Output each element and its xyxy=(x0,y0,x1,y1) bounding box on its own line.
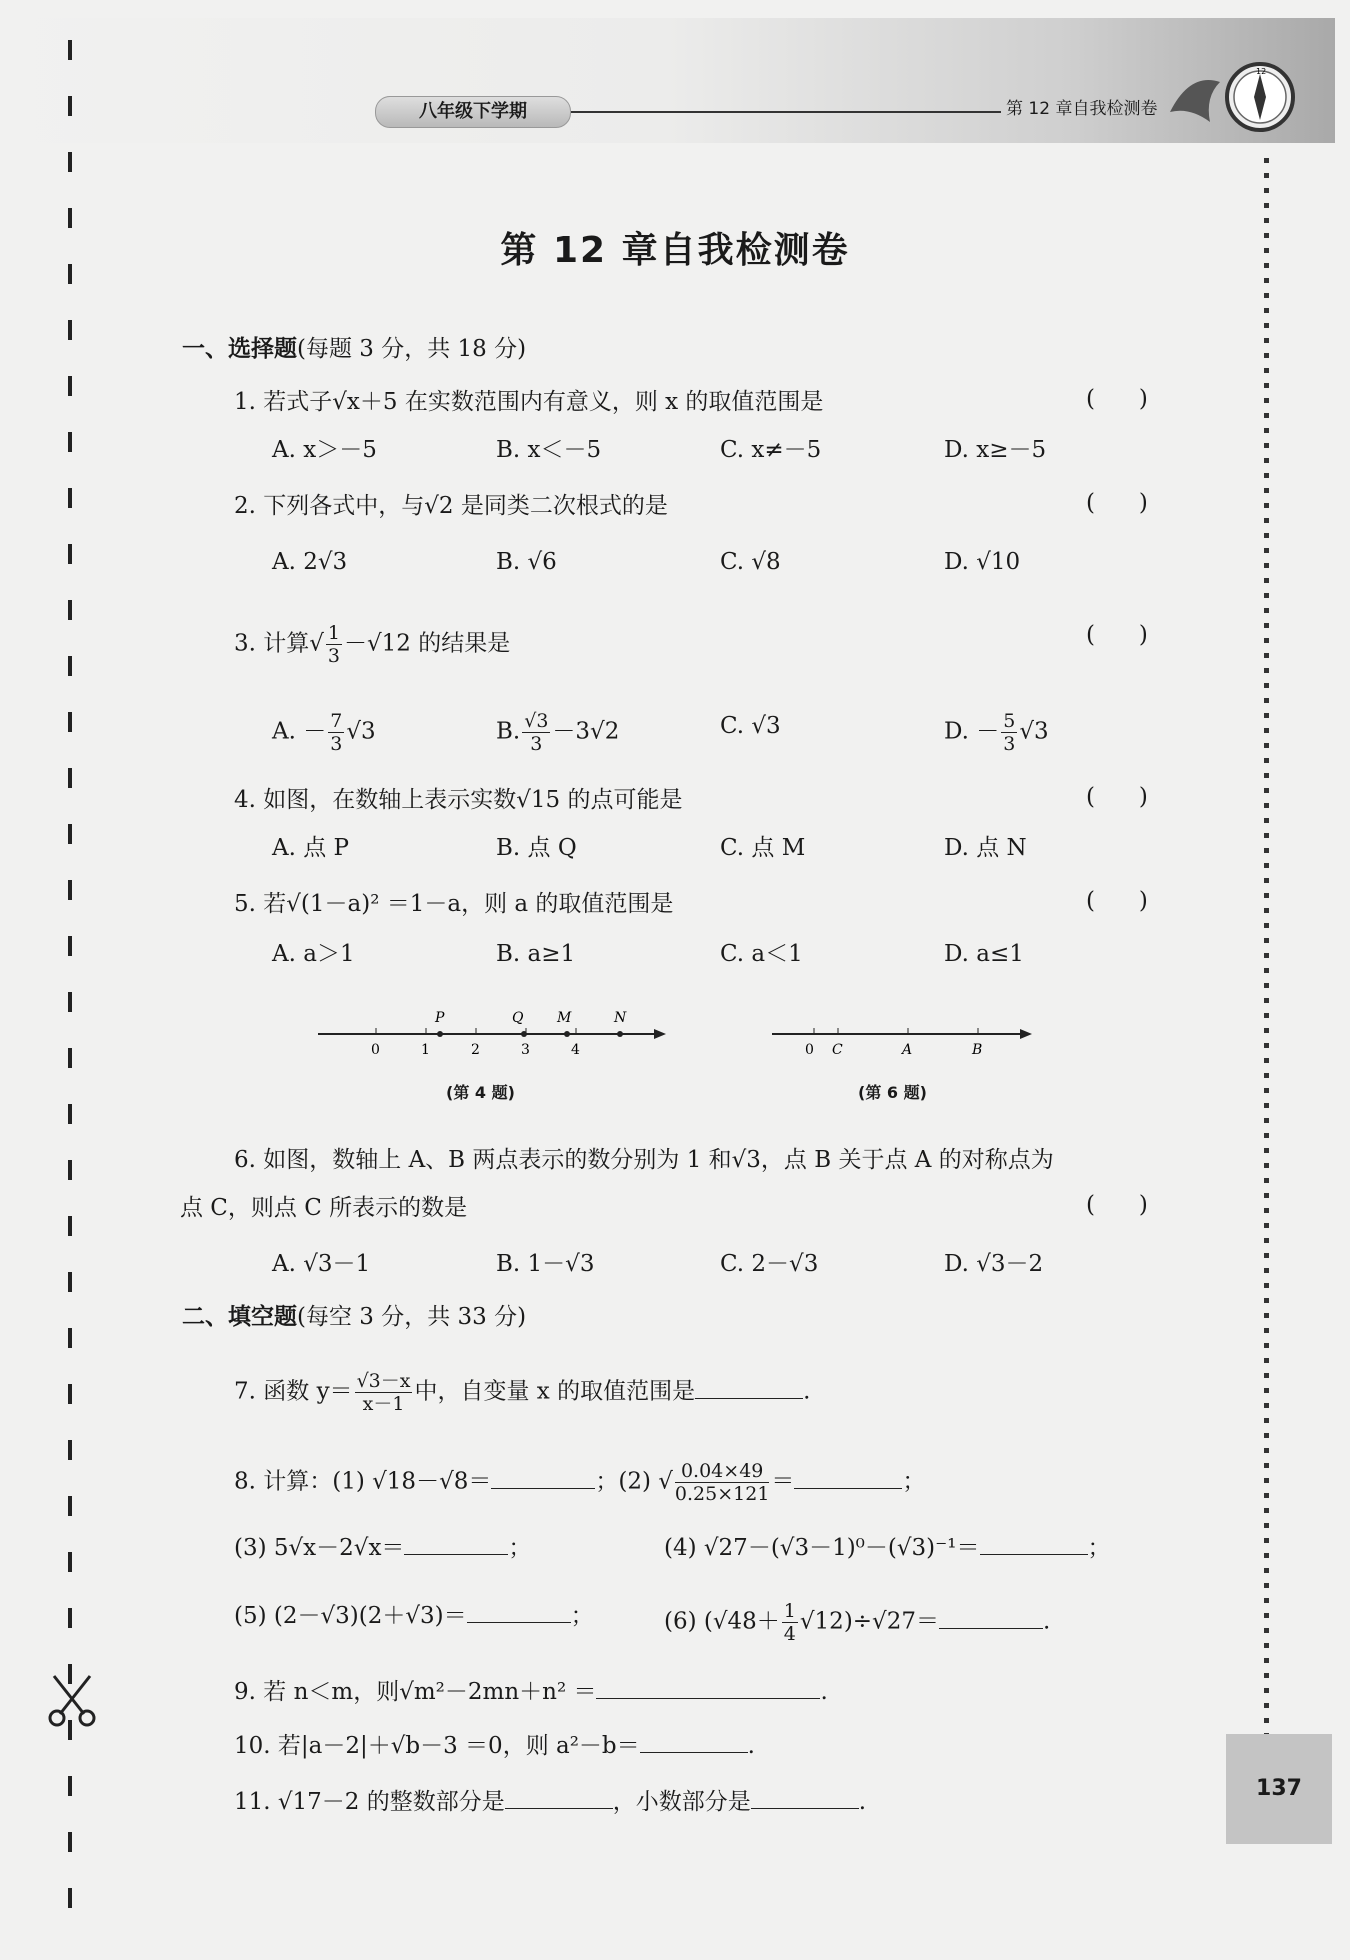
q8-part5-text: (5) (2－√3)(2＋√3)＝ xyxy=(234,1603,467,1629)
q8-part5-end: ； xyxy=(570,1603,594,1629)
grade-label: 八年级下学期 xyxy=(375,96,571,128)
section-2-note: (每空 3 分，共 33 分) xyxy=(297,1304,527,1330)
q7-stem xyxy=(234,1370,810,1415)
q3-opt-d-num: 5 xyxy=(1003,710,1016,732)
q7-end: . xyxy=(803,1378,811,1405)
q8-frac-num: 0.04×49 xyxy=(675,1460,770,1483)
q6-answer-paren: ( ) xyxy=(1086,1192,1148,1218)
chapter-label: 第 12 章自我检测卷 xyxy=(1006,99,1158,119)
q3-opt-b-pre: B. xyxy=(496,718,521,745)
section-1-note: (每题 3 分，共 18 分) xyxy=(297,336,527,362)
q8-part5-blank[interactable] xyxy=(467,1600,571,1623)
q8-part4 xyxy=(664,1532,1111,1564)
compass-runner-logo xyxy=(1160,52,1310,142)
q3-opt-a-num: 7 xyxy=(330,710,343,732)
q9-end: . xyxy=(820,1679,828,1705)
q3-stem-pre: 3. 计算 xyxy=(234,630,310,657)
q3-option-c: C. √3 xyxy=(720,713,781,739)
q8-part6-blank[interactable] xyxy=(939,1606,1043,1629)
fig4-point-q: Q xyxy=(512,1010,524,1026)
q8-part1: 8. 计算：(1) √18－√8＝ xyxy=(234,1468,492,1495)
q8-part6-post: √12)÷√27＝ xyxy=(799,1608,939,1635)
q6-option-d: D. √3－2 xyxy=(944,1251,1044,1277)
q3-option-b xyxy=(496,710,619,755)
q8-part6-num: 1 xyxy=(783,1600,796,1622)
q9-text: 9. 若 n＜m，则√m²－2mn＋n² ＝ xyxy=(234,1679,597,1705)
q6-option-c: C. 2－√3 xyxy=(720,1251,819,1277)
q8-part5 xyxy=(234,1600,594,1632)
q2-option-d: D. √10 xyxy=(944,549,1021,575)
q3-opt-a-pre: A. － xyxy=(272,718,327,745)
q8-part4-blank[interactable] xyxy=(980,1532,1088,1555)
q1-stem: 1. 若式子√x＋5 在实数范围内有意义，则 x 的取值范围是 xyxy=(234,389,824,415)
q5-option-c: C. a＜1 xyxy=(720,941,803,967)
figure-4-number-line xyxy=(316,1002,668,1064)
q3-frac-num: 1 xyxy=(327,622,341,644)
q1-option-a: A. x＞－5 xyxy=(272,437,377,463)
q11-decimal-blank[interactable] xyxy=(751,1786,859,1809)
q3-answer-paren: ( ) xyxy=(1086,622,1148,648)
q11-stem xyxy=(234,1786,866,1818)
figure-6-number-line xyxy=(770,1002,1034,1064)
q7-post: 中，自变量 x 的取值范围是 xyxy=(414,1378,696,1405)
q5-stem: 5. 若√(1－a)² ＝1－a，则 a 的取值范围是 xyxy=(234,891,674,917)
q8-part6-end: . xyxy=(1042,1608,1051,1635)
q8-part2-eq: ＝ xyxy=(771,1468,795,1495)
fig4-tick-1: 1 xyxy=(421,1042,430,1058)
q6-stem-line1: 6. 如图，数轴上 A、B 两点表示的数分别为 1 和√3，点 B 关于点 A 的对称点为 xyxy=(234,1147,1054,1173)
dotted-margin-line xyxy=(1264,158,1269,1738)
q8-line1-end: ； xyxy=(902,1468,926,1495)
q11-end: . xyxy=(858,1789,867,1815)
q7-frac-num: √3－x xyxy=(356,1370,411,1392)
section-1-title: 一、选择题 xyxy=(182,336,297,362)
q8-part2-fraction xyxy=(675,1460,770,1505)
svg-text:12: 12 xyxy=(1256,67,1267,76)
q1-option-d: D. x≥－5 xyxy=(944,437,1047,463)
q10-answer-blank[interactable] xyxy=(640,1730,748,1753)
q4-answer-paren: ( ) xyxy=(1086,784,1148,810)
q3-stem-fraction xyxy=(326,622,342,667)
q3-opt-a-post: √3 xyxy=(346,718,376,745)
q3-option-d xyxy=(944,710,1049,755)
q2-option-c: C. √8 xyxy=(720,549,781,575)
q8-part6-fraction xyxy=(782,1600,798,1645)
q3-opt-d-pre: D. － xyxy=(944,718,1000,745)
q1-option-c: C. x≠－5 xyxy=(720,437,822,463)
fig4-tick-4: 4 xyxy=(571,1042,580,1058)
q2-option-a: A. 2√3 xyxy=(272,549,348,575)
q3-opt-a-frac xyxy=(328,710,344,755)
q4-option-b: B. 点 Q xyxy=(496,835,577,861)
q6-option-a: A. √3－1 xyxy=(272,1251,371,1277)
fig4-point-m: M xyxy=(557,1010,572,1026)
q8-part3 xyxy=(234,1532,531,1564)
q8-part6-pre: (6) (√48＋ xyxy=(664,1608,780,1635)
q10-end: . xyxy=(747,1733,755,1759)
figure-4-caption: (第 4 题) xyxy=(446,1083,515,1102)
fig4-tick-2: 2 xyxy=(471,1042,480,1058)
q7-answer-blank[interactable] xyxy=(695,1376,803,1399)
q3-opt-b-den: 3 xyxy=(530,733,543,755)
q6-stem-line2: 点 C，则点 C 所表示的数是 xyxy=(180,1195,468,1221)
q8-part4-end: ； xyxy=(1087,1535,1111,1561)
fig4-point-n: N xyxy=(614,1010,627,1026)
q8-frac-den: 0.25×121 xyxy=(674,1483,770,1505)
q9-answer-blank[interactable] xyxy=(596,1676,820,1699)
q10-stem xyxy=(234,1730,755,1762)
q7-pre: 7. 函数 y＝ xyxy=(234,1378,353,1405)
page-number: 137 xyxy=(1226,1734,1332,1844)
scissors-icon xyxy=(46,1672,98,1728)
q8-part3-blank[interactable] xyxy=(404,1532,508,1555)
q3-frac-den: 3 xyxy=(327,645,341,667)
q11-text: 11. √17－2 的整数部分是 xyxy=(234,1789,505,1815)
fig4-tick-3: 3 xyxy=(521,1042,530,1058)
q3-opt-d-post: √3 xyxy=(1019,718,1049,745)
q7-frac-den: x－1 xyxy=(362,1393,405,1415)
q5-option-b: B. a≥1 xyxy=(496,941,576,967)
q8-part3-text: (3) 5√x－2√x＝ xyxy=(234,1535,405,1561)
q4-option-d: D. 点 N xyxy=(944,835,1027,861)
q1-option-b: B. x＜－5 xyxy=(496,437,602,463)
q8-part6 xyxy=(664,1600,1050,1645)
cut-line xyxy=(68,40,72,1940)
fig6-point-c: C xyxy=(832,1042,843,1058)
q7-fraction xyxy=(355,1370,413,1415)
q5-option-d: D. a≤1 xyxy=(944,941,1024,967)
q4-option-c: C. 点 M xyxy=(720,835,806,861)
q10-text: 10. 若|a－2|＋√b－3 ＝0，则 a²－b＝ xyxy=(234,1733,640,1759)
q11-integer-blank[interactable] xyxy=(505,1786,613,1809)
page-title: 第 12 章自我检测卷 xyxy=(500,230,850,271)
section-2-title: 二、填空题 xyxy=(182,1304,297,1330)
q3-opt-b-num: √3 xyxy=(524,710,549,732)
q8-part3-end: ； xyxy=(508,1535,532,1561)
q3-stem-post: －√12 的结果是 xyxy=(344,630,511,657)
q8-part2-label: ；(2) xyxy=(595,1468,651,1495)
section-1-heading xyxy=(182,330,526,363)
q9-stem xyxy=(234,1676,828,1708)
q5-option-a: A. a＞1 xyxy=(272,941,355,967)
q3-stem: 3. 计算√ $\frac{1}{3}$ －√12 的结果是 xyxy=(234,622,511,667)
q4-stem: 4. 如图，在数轴上表示实数√15 的点可能是 xyxy=(234,787,683,813)
q8-part4-text: (4) √27－(√3－1)⁰－(√3)⁻¹＝ xyxy=(664,1535,980,1561)
q2-option-b: B. √6 xyxy=(496,549,557,575)
q8-line1: 8. 计算：(1) √18－√8＝ ；(2) √ $\frac{0.04\times 49}{0.25\times 121}$ ＝ ； xyxy=(234,1460,926,1505)
q3-opt-b-post: －3√2 xyxy=(552,718,620,745)
q3-opt-b-frac xyxy=(522,710,550,755)
fig6-tick-0: 0 xyxy=(805,1042,814,1058)
section-2-heading xyxy=(182,1298,526,1331)
fig4-tick-0: 0 xyxy=(371,1042,380,1058)
q8-part2-blank[interactable] xyxy=(794,1466,902,1489)
q3-opt-a-den: 3 xyxy=(330,733,343,755)
header-band xyxy=(0,18,1335,143)
fig4-point-p: P xyxy=(435,1010,445,1026)
q8-part6-den: 4 xyxy=(783,1623,796,1645)
q11-mid: ，小数部分是 xyxy=(612,1789,751,1815)
q8-part1-blank[interactable] xyxy=(491,1466,595,1489)
q5-answer-paren: ( ) xyxy=(1086,888,1148,914)
q3-option-a xyxy=(272,710,376,755)
figure-6-caption: (第 6 题) xyxy=(858,1083,927,1102)
q3-opt-d-frac xyxy=(1001,710,1017,755)
q2-answer-paren: ( ) xyxy=(1086,490,1148,516)
header-rule xyxy=(571,111,1001,113)
q3-opt-d-den: 3 xyxy=(1003,733,1016,755)
q2-stem: 2. 下列各式中，与√2 是同类二次根式的是 xyxy=(234,493,668,519)
q4-option-a: A. 点 P xyxy=(272,835,350,861)
q6-option-b: B. 1－√3 xyxy=(496,1251,595,1277)
q1-answer-paren: ( ) xyxy=(1086,386,1148,412)
fig6-point-b: B xyxy=(972,1042,983,1058)
fig6-point-a: A xyxy=(902,1042,913,1058)
